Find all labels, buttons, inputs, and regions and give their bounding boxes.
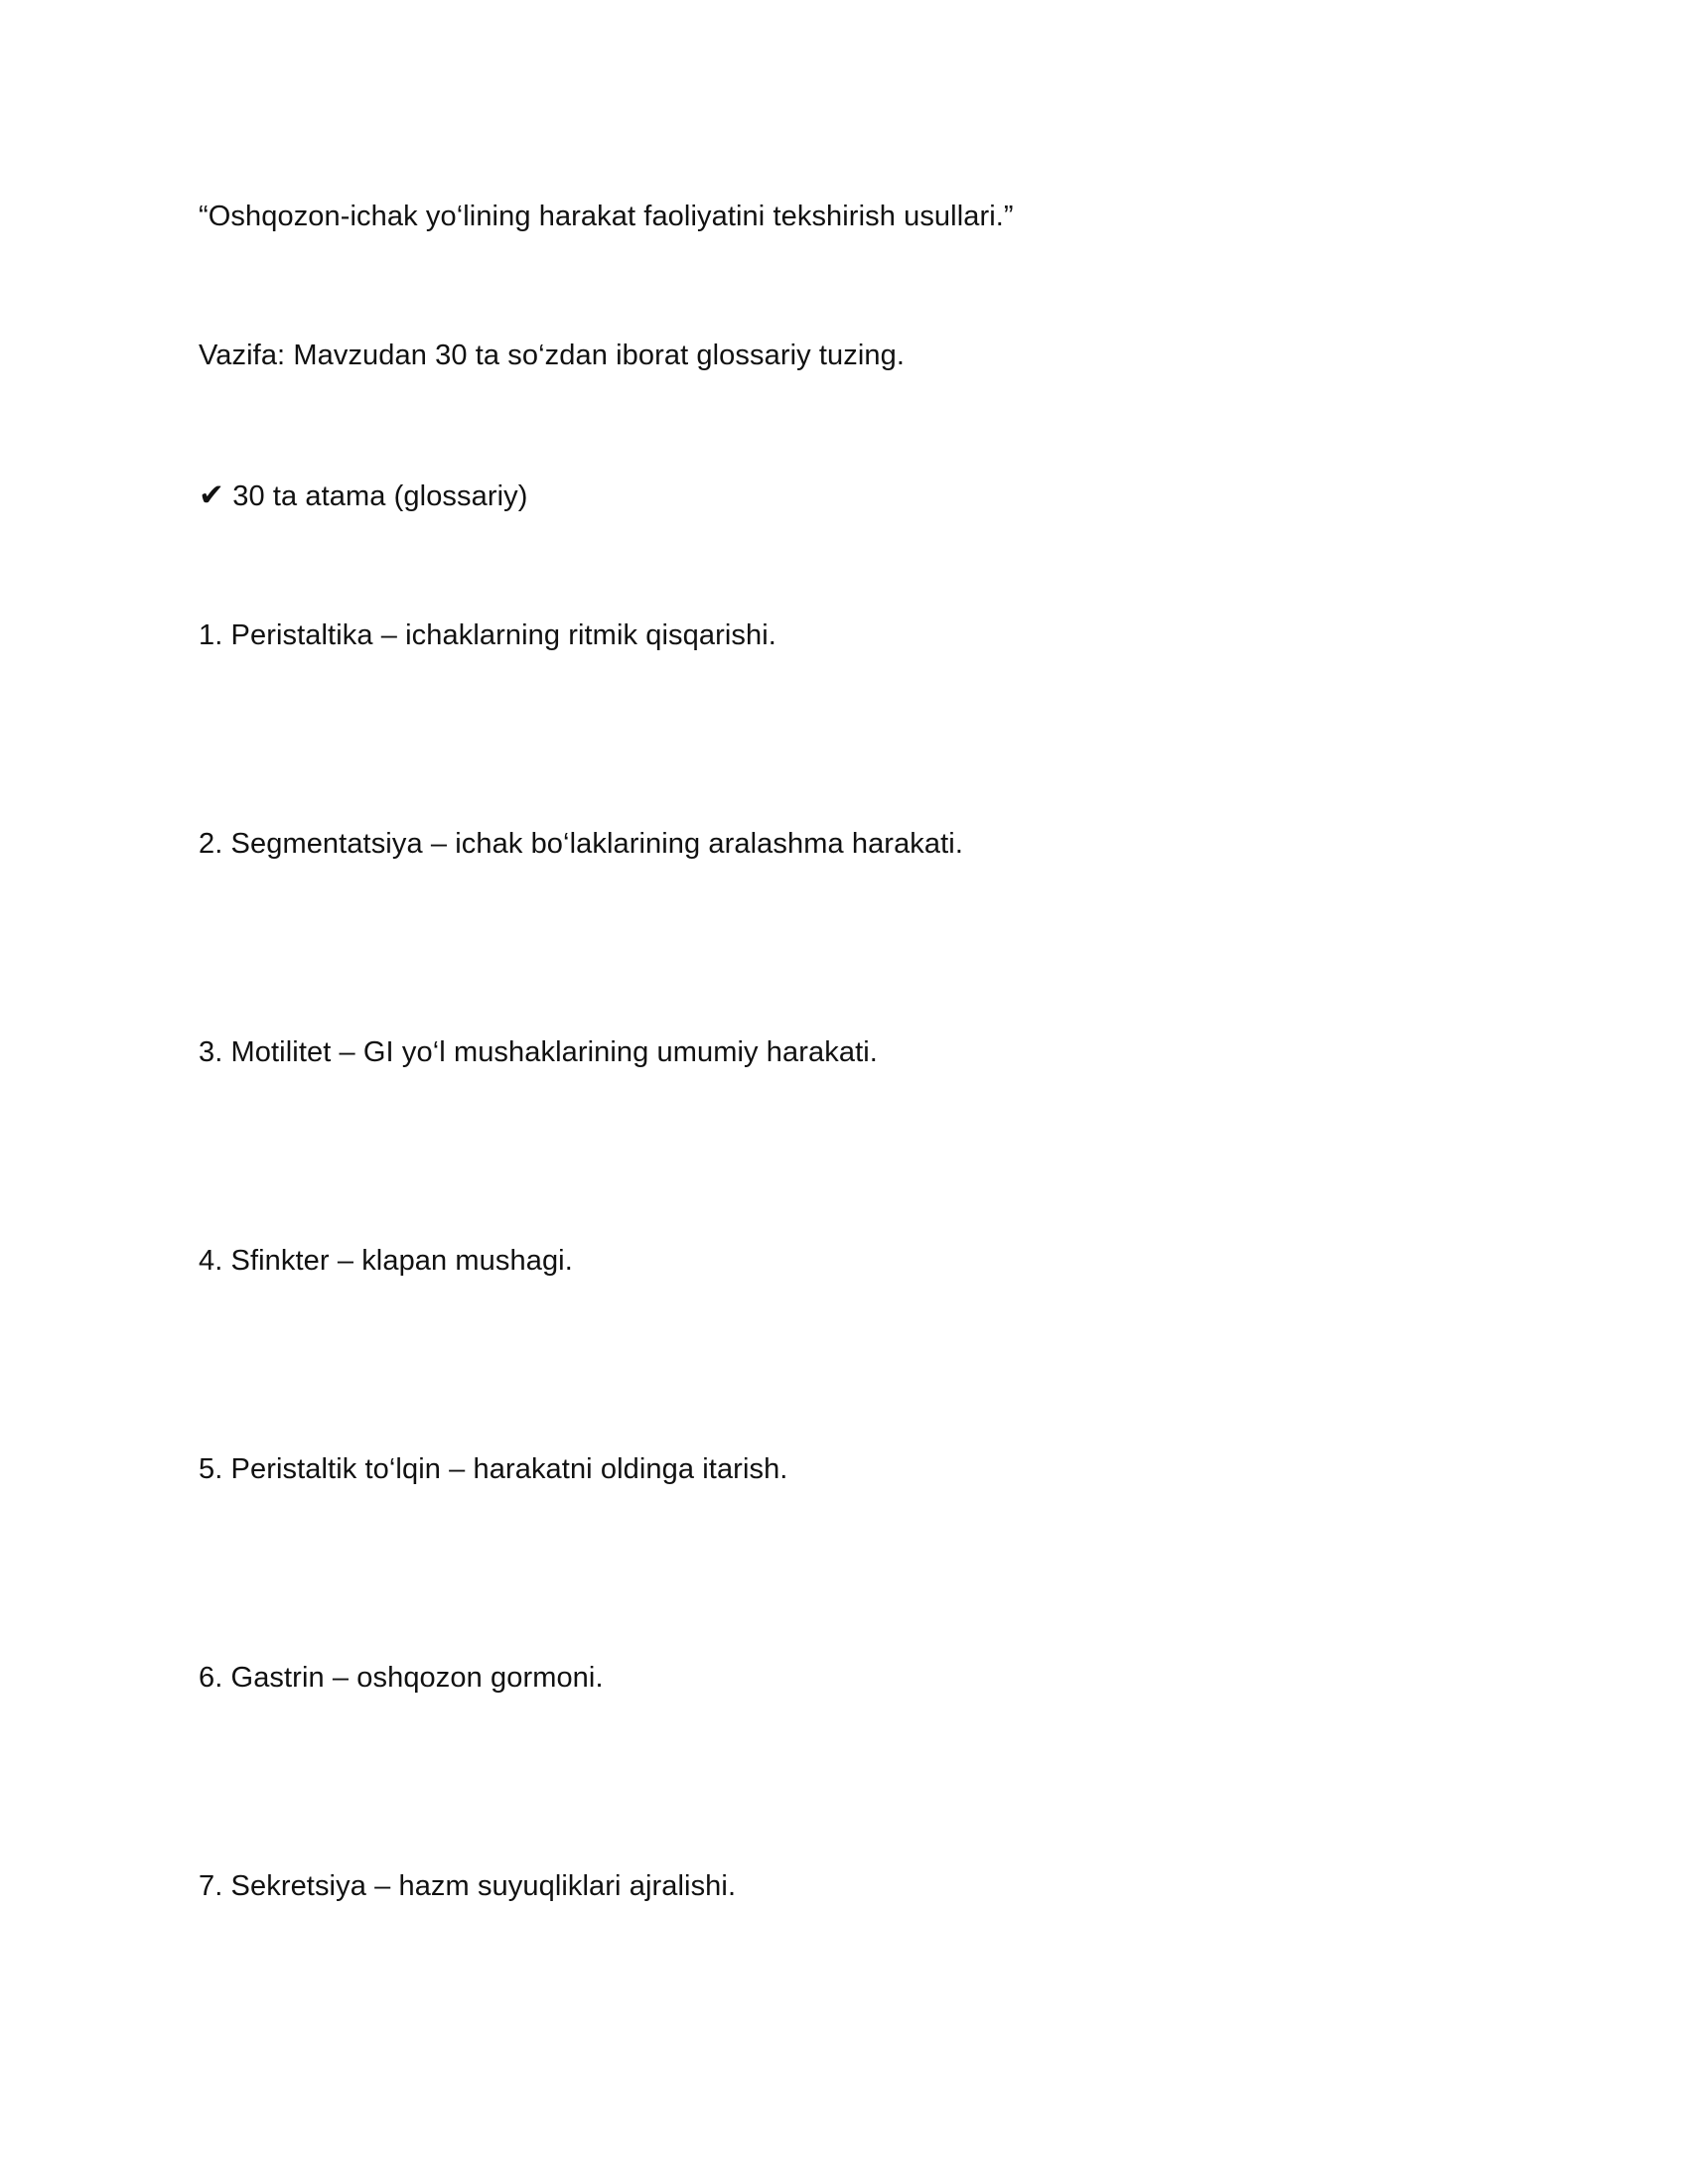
document-title: “Oshqozon-ichak yo‘lining harakat faoliyatini tekshirish usullari.” <box>199 201 1014 232</box>
checklist-heading <box>199 478 528 514</box>
glossary-item-2: 2. Segmentatsiya – ichak bo‘laklarining aralashma harakati. <box>199 828 963 860</box>
glossary-item-4: 4. Sfinkter – klapan mushagi. <box>199 1245 573 1277</box>
checklist-heading-text: 30 ta atama (glossariy) <box>232 480 528 512</box>
glossary-item-1: 1. Peristaltika – ichaklarning ritmik qisqarishi. <box>199 619 776 651</box>
glossary-item-5: 5. Peristaltik to‘lqin – harakatni oldinga itarish. <box>199 1453 788 1485</box>
glossary-item-7: 7. Sekretsiya – hazm suyuqliklari ajralishi. <box>199 1870 737 1902</box>
task-statement: Vazifa: Mavzudan 30 ta so‘zdan iborat glossariy tuzing. <box>199 340 906 371</box>
checkmark-icon: ✔ <box>199 478 225 512</box>
glossary-item-3: 3. Motilitet – GI yo‘l mushaklarining umumiy harakati. <box>199 1036 878 1068</box>
glossary-item-6: 6. Gastrin – oshqozon gormoni. <box>199 1662 604 1694</box>
